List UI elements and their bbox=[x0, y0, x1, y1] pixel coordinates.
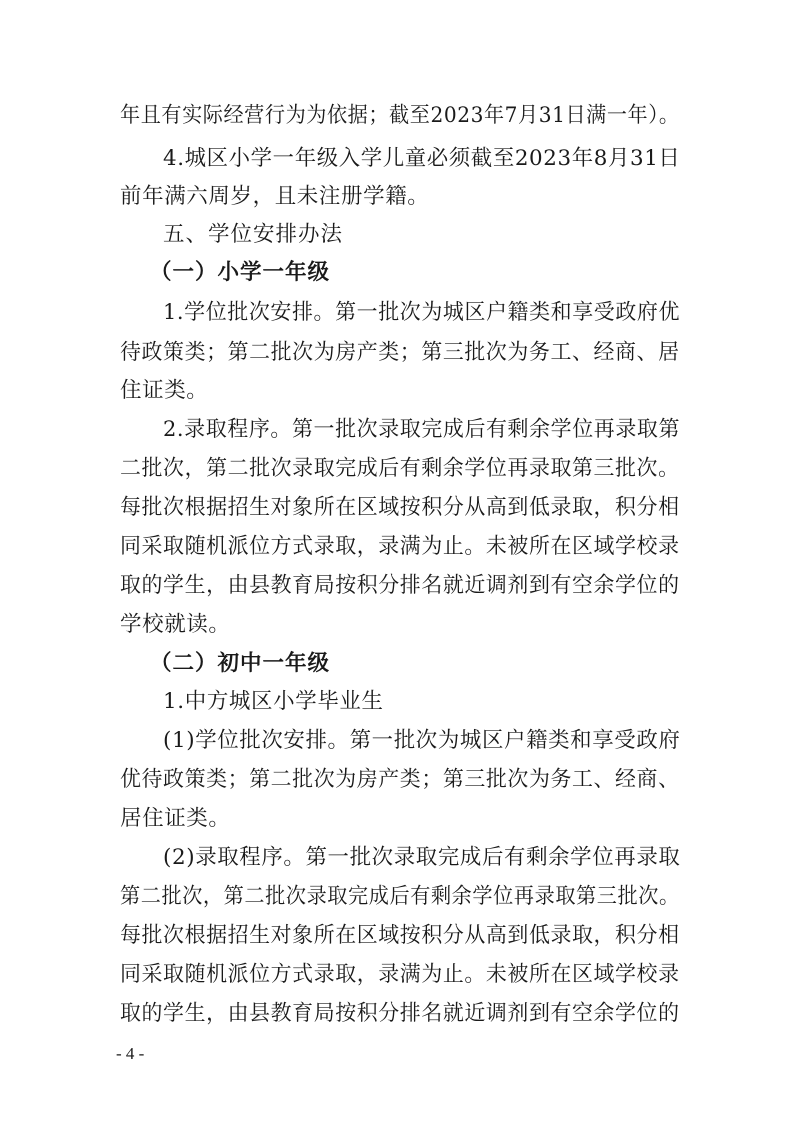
paragraph-line: 年且有实际经营行为为依据；截至2023年7月31日满一年）。 bbox=[120, 103, 680, 128]
paragraph-line: 每批次根据招生对象所在区域按积分从高到低录取，积分相 bbox=[120, 495, 680, 520]
paragraph-line: 优待政策类；第二批次为房产类；第三批次为务工、经商、 bbox=[120, 767, 680, 792]
paragraph-line: (1)学位批次安排。第一批次为城区户籍类和享受政府 bbox=[163, 728, 681, 753]
paragraph-line: 第二批次，第二批次录取完成后有剩余学位再录取第三批次。 bbox=[120, 884, 680, 909]
subsection-heading: （二）初中一年级 bbox=[150, 651, 331, 676]
paragraph-line: 4.城区小学一年级入学儿童必须截至2023年8月31日 bbox=[163, 146, 681, 171]
paragraph-line: 1.学位批次安排。第一批次为城区户籍类和享受政府优 bbox=[163, 300, 681, 325]
paragraph-line: 前年满六周岁，且未注册学籍。 bbox=[120, 184, 430, 209]
subsection-heading: （一）小学一年级 bbox=[150, 260, 331, 285]
paragraph-line: 同采取随机派位方式录取，录满为止。未被所在区域学校录 bbox=[120, 534, 680, 559]
paragraph-line: 每批次根据招生对象所在区域按积分从高到低录取，积分相 bbox=[120, 923, 680, 948]
paragraph-line: 待政策类；第二批次为房产类；第三批次为务工、经商、居 bbox=[120, 340, 680, 365]
paragraph-line: 二批次，第二批次录取完成后有剩余学位再录取第三批次。 bbox=[120, 456, 680, 481]
paragraph-line: 2.录取程序。第一批次录取完成后有剩余学位再录取第 bbox=[163, 417, 681, 442]
page-number: - 4 - bbox=[116, 1044, 145, 1063]
paragraph-line: 同采取随机派位方式录取，录满为止。未被所在区域学校录 bbox=[120, 962, 680, 987]
paragraph-line: 取的学生，由县教育局按积分排名就近调剂到有空余学位的 bbox=[120, 573, 680, 598]
paragraph-line: 学校就读。 bbox=[120, 612, 231, 637]
paragraph-line: 取的学生，由县教育局按积分排名就近调剂到有空余学位的 bbox=[120, 1001, 680, 1026]
section-heading: 五、学位安排办法 bbox=[163, 222, 344, 247]
paragraph-line: 1.中方城区小学毕业生 bbox=[163, 689, 384, 714]
paragraph-line: (2)录取程序。第一批次录取完成后有剩余学位再录取 bbox=[163, 845, 681, 870]
paragraph-line: 住证类。 bbox=[120, 378, 209, 403]
paragraph-line: 居住证类。 bbox=[120, 806, 231, 831]
